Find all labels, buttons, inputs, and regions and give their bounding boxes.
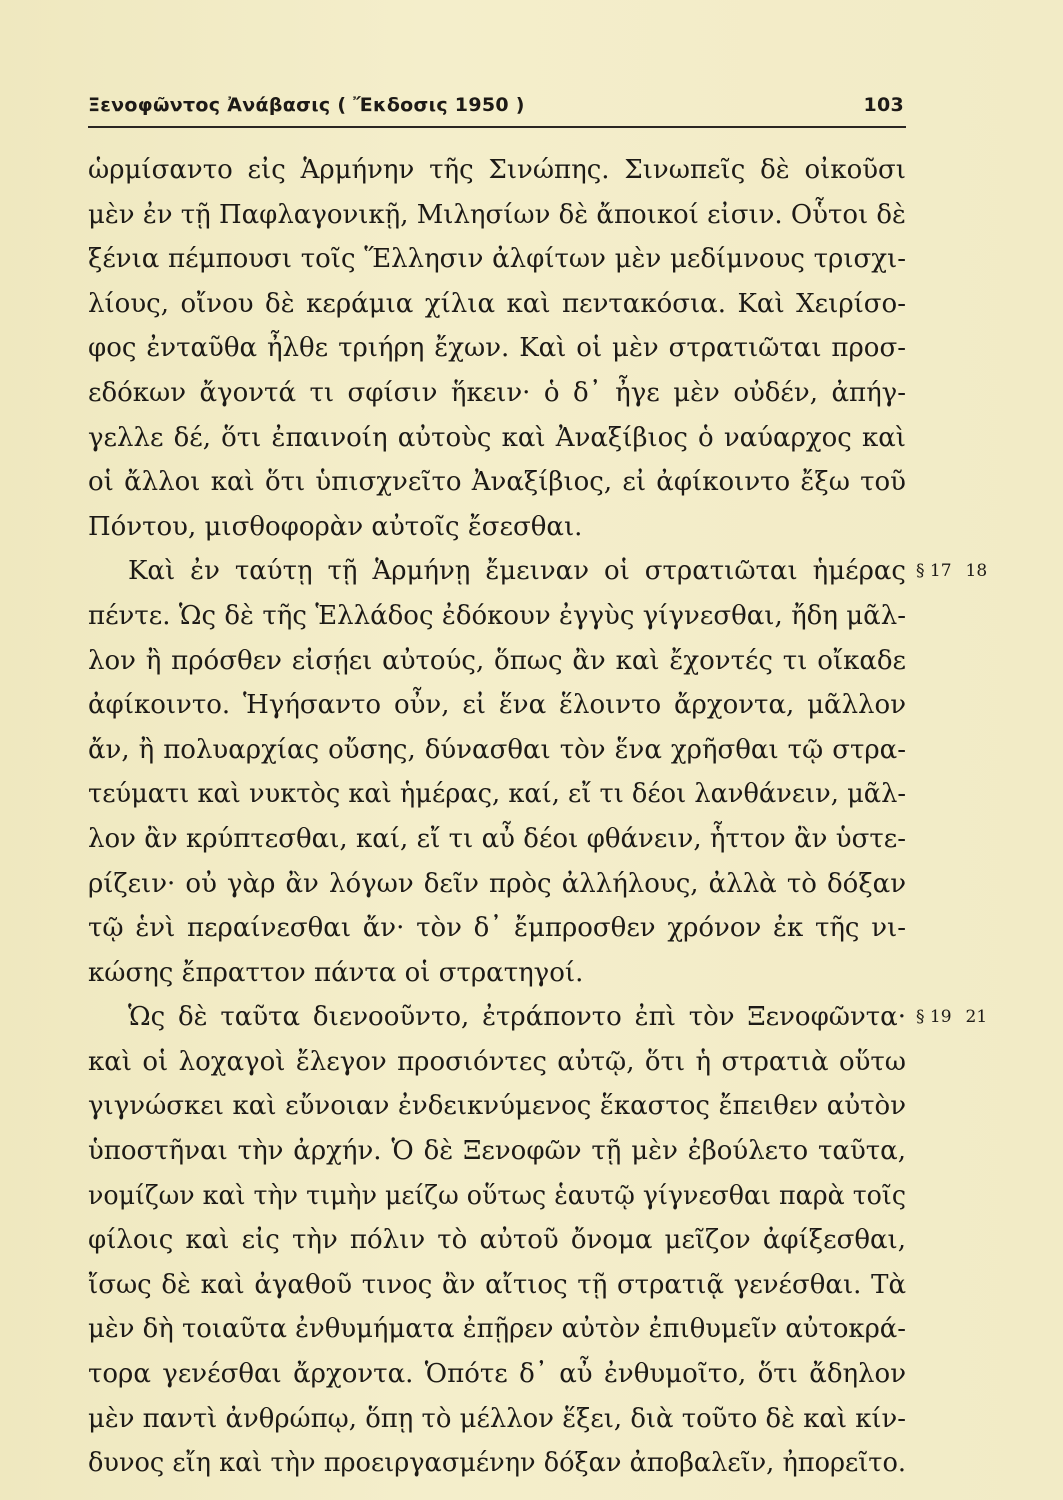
text-line (88, 906, 906, 951)
text-line (88, 193, 906, 238)
line-text: κώσης ἔπραττον πάντα οἱ στρατηγοί. (88, 957, 584, 988)
text-line (88, 416, 906, 461)
line-text: γελλε δέ, ὅτι ἐπαινοίη αὐτοὺς καὶ Ἀναξίβιος ὁ ναύαρχος καὶ (88, 422, 906, 453)
text-line (88, 1218, 906, 1263)
text-line (88, 549, 988, 594)
margin-reference (916, 995, 1001, 1040)
text-line (88, 594, 906, 639)
margin-reference (916, 549, 1001, 594)
text-line (88, 326, 906, 371)
line-text: τῷ ἑνὶ περαίνεσθαι ἄν· τὸν δ᾽ ἔμπροσθεν χρόνον ἐκ τῆς νι- (88, 913, 906, 944)
text-line (88, 995, 988, 1040)
line-text: ἴσως δὲ καὶ ἀγαθοῦ τινος ἂν αἴτιος τῇ στρατιᾷ γενέσθαι. Τὰ (88, 1269, 906, 1300)
text-line (88, 862, 906, 907)
text-line (88, 1174, 906, 1219)
line-text: γιγνώσκει καὶ εὔνοιαν ἐνδεικνύμενος ἕκαστος ἔπειθεν αὐτὸν (88, 1091, 906, 1122)
line-text: φίλοις καὶ εἰς τὴν πόλιν τὸ αὐτοῦ ὄνομα μεῖζον ἀφίξεσθαι, (88, 1225, 906, 1256)
line-text: μὲν ἐν τῇ Παφλαγονικῇ, Μιλησίων δὲ ἄποικοί εἰσιν. Οὗτοι δὲ (88, 199, 906, 230)
line-text: Πόντου, μισθοφορὰν αὐτοῖς ἔσεσθαι. (88, 511, 583, 542)
text-line (88, 282, 906, 327)
text-line (88, 148, 906, 193)
line-text: λίους, οἴνου δὲ κεράμια χίλια καὶ πεντακόσια. Καὶ Χειρίσο- (88, 288, 906, 319)
margin-ref-item: 21 (965, 1007, 988, 1028)
line-text: μὲν παντὶ ἀνθρώπῳ, ὅπῃ τὸ μέλλον ἕξει, διὰ τοῦτο δὲ καὶ κίν- (88, 1403, 906, 1434)
line-text: τορα γενέσθαι ἄρχοντα. Ὁπότε δ᾽ αὖ ἐνθυμοῖτο, ὅτι ἄδηλον (88, 1359, 906, 1390)
text-line (88, 237, 906, 282)
margin-ref-item: § 17 (916, 561, 952, 582)
line-text: Ὡς δὲ ταῦτα διενοοῦντο, ἐτράποντο ἐπὶ τὸν Ξενοφῶντα· (128, 1002, 906, 1033)
text-line (88, 817, 906, 862)
text-line (88, 1441, 906, 1486)
line-text: νομίζων καὶ τὴν τιμὴν μείζω οὕτως ἑαυτῷ γίγνεσθαι παρὰ τοῖς (88, 1180, 906, 1211)
margin-ref-item: 18 (965, 561, 988, 582)
text-line (88, 460, 906, 505)
header-rule (88, 126, 906, 128)
line-text: τεύματι καὶ νυκτὸς καὶ ἡμέρας, καί, εἴ τι δέοι λανθάνειν, μᾶλ- (88, 779, 906, 810)
line-text: ἀφίκοιντο. Ἡγήσαντο οὖν, εἰ ἕνα ἕλοιντο ἄρχοντα, μᾶλλον (88, 690, 906, 721)
line-text: μὲν δὴ τοιαῦτα ἐνθυμήματα ἐπῇρεν αὐτὸν ἐπιθυμεῖν αὐτοκρά- (88, 1314, 906, 1345)
text-line (88, 639, 906, 684)
margin-ref-item: § 19 (916, 1007, 952, 1028)
text-line (88, 1397, 906, 1442)
line-text: εδόκων ἄγοντά τι σφίσιν ἥκειν· ὁ δ᾽ ἦγε μὲν οὐδέν, ἀπήγ- (88, 377, 906, 408)
line-text: φος ἐνταῦθα ἦλθε τριήρη ἔχων. Καὶ οἱ μὲν στρατιῶται προσ- (88, 333, 906, 364)
line-text: δυνος εἴη καὶ τὴν προειργασμένην δόξαν ἀποβαλεῖν, ἠπορεῖτο. (88, 1448, 906, 1479)
text-line (88, 505, 906, 550)
line-text: λον ἂν κρύπτεσθαι, καί, εἴ τι αὖ δέοι φθάνειν, ἧττον ἂν ὑστε- (88, 823, 906, 854)
text-line (88, 951, 906, 996)
line-text: πέντε. Ὡς δὲ τῆς Ἑλλάδος ἐδόκουν ἐγγὺς γίγνεσθαι, ἤδη μᾶλ- (88, 600, 906, 631)
running-header (88, 94, 904, 124)
text-line (88, 1084, 906, 1129)
text-line (88, 1263, 906, 1308)
text-line (88, 1352, 906, 1397)
text-line (88, 1307, 906, 1352)
line-text: ὡρμίσαντο εἰς Ἁρμήνην τῆς Σινώπης. Σινωπεῖς δὲ οἰκοῦσι (88, 155, 906, 185)
line-text: καὶ οἱ λοχαγοὶ ἔλεγον προσιόντες αὐτῷ, ὅτι ἡ στρατιὰ οὕτω (88, 1046, 906, 1077)
line-text: ὑποστῆναι τὴν ἀρχήν. Ὁ δὲ Ξενοφῶν τῇ μὲν ἐβούλετο ταῦτα, (88, 1136, 906, 1167)
text-line (88, 1129, 906, 1174)
text-line (88, 728, 906, 773)
text-line (88, 1040, 906, 1085)
line-text: οἱ ἄλλοι καὶ ὅτι ὑπισχνεῖτο Ἀναξίβιος, εἰ ἀφίκοιντο ἔξω τοῦ (88, 467, 906, 498)
line-text: λον ἢ πρόσθεν εἰσῄει αὐτούς, ὅπως ἂν καὶ ἔχοντές τι οἴκαδε (88, 645, 906, 676)
text-line (88, 683, 906, 728)
line-text: Καὶ ἐν ταύτῃ τῇ Ἁρμήνῃ ἔμειναν οἱ στρατιῶται ἡμέρας (128, 556, 906, 587)
line-text: ἄν, ἢ πολυαρχίας οὔσης, δύνασθαι τὸν ἕνα χρῆσθαι τῷ στρα- (88, 734, 906, 765)
line-text: ξένια πέμπουσι τοῖς Ἕλλησιν ἀλφίτων μὲν μεδίμνους τρισχι- (88, 244, 906, 275)
text-line (88, 371, 906, 416)
line-text: ρίζειν· οὐ γὰρ ἂν λόγων δεῖν πρὸς ἀλλήλους, ἀλλὰ τὸ δόξαν (88, 868, 906, 899)
header-title: Ξενοφῶντος Ἀνάβασις ( Ἔκδοσις 1950 ) (88, 94, 525, 116)
text-line (88, 772, 906, 817)
text-block (88, 148, 988, 1486)
page-number: 103 (863, 94, 904, 116)
